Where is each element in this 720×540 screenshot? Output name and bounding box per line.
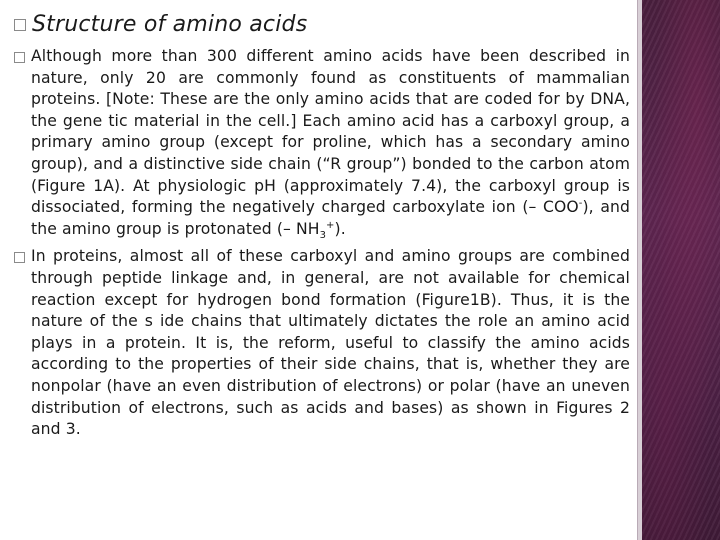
bullet-item-2 [14, 246, 630, 440]
decorative-side-band [642, 0, 720, 540]
superscript-segment: + [326, 219, 335, 231]
square-bullet-icon [14, 52, 25, 63]
square-bullet-icon [14, 252, 25, 263]
text-segment: Although more than 300 different amino acids have been described in nature, only 20 are commonly found as constituents of mammalian proteins. [Note: These are the only amino acids that are coded for by DNA, the gene tic material in the cell.] Each amino acid has a carboxyl group, a primary amino group (except for proline, which has a secondary amino group), and a distinctive side chain (“R group”) bonded to the carbon atom (Figure 1A). At physiologic pH (approximately 7.4), the carboxyl group is dissociated, forming the negatively charged carboxylate ion (– COO [31, 47, 630, 217]
slide-title: Structure of amino acids [32, 12, 308, 37]
text-segment: ), and the amino group is protonated (– NH [31, 198, 630, 238]
bullet-text-2 [31, 246, 630, 440]
slide-content [14, 10, 630, 441]
subscript-segment: 3 [319, 229, 327, 241]
bullet-item-1 [14, 46, 630, 240]
bullet-text-1 [31, 46, 630, 240]
superscript-segment: - [578, 197, 583, 209]
square-bullet-icon [14, 19, 26, 31]
text-segment: ). [334, 219, 346, 238]
text-segment: In proteins, almost all of these carboxyl and amino groups are combined through peptide linkage and, in general, are not available for chemical reaction except for hydrogen bond formation (Figure1B). Thus, it is the nature of the s ide chains that ultimately dictates the role an amino acid plays in a protein. It is, the reform, useful to classify the amino acids according to the properties of their side chains, that is, whether they are nonpolar (have an even distribution of electrons) or polar (have an uneven distribution of electrons, such as acids and bases) as shown in Figures 2 and 3. [31, 247, 630, 439]
title-row [14, 10, 630, 40]
